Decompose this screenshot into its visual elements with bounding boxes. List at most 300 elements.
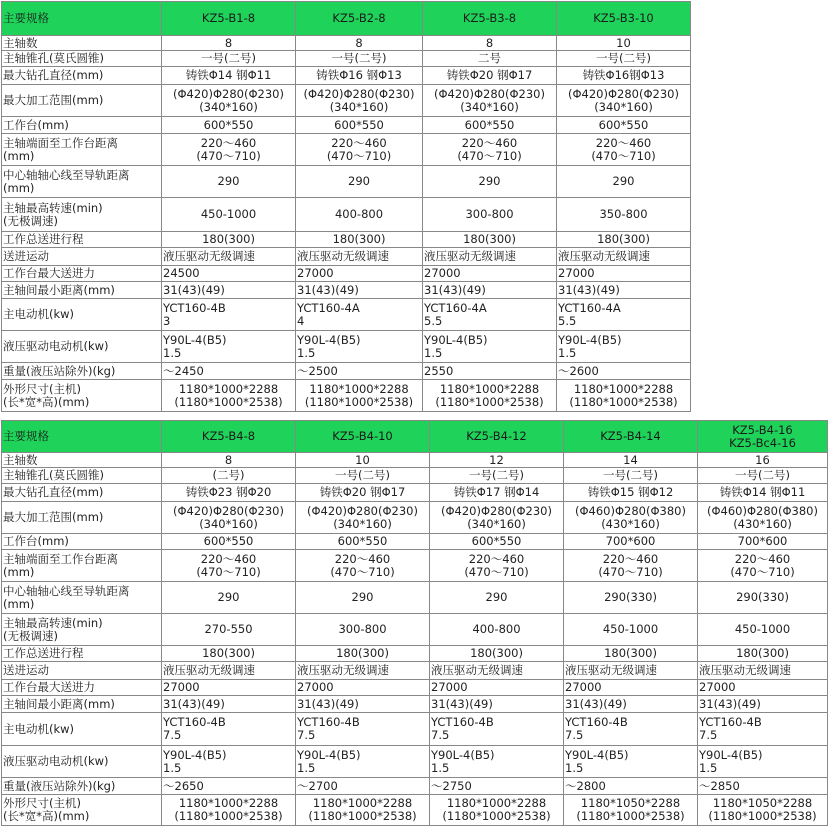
cell-line: 1.5 xyxy=(565,760,584,775)
spec-row-weight xyxy=(2,363,691,380)
value-cell xyxy=(162,331,296,363)
row-label xyxy=(2,614,162,646)
value-cell xyxy=(296,550,430,582)
value-cell: 27000 xyxy=(698,680,828,696)
spec-row-drill xyxy=(2,484,828,502)
cell-line: 中心轴轴心线至导轨距离 xyxy=(3,583,130,598)
value-cell: 600*550 xyxy=(296,117,423,134)
cell-line: 1180*1050*2288 xyxy=(712,796,813,810)
value-cell: 180(300) xyxy=(698,646,828,662)
value-cell xyxy=(423,85,557,117)
value-cell: 12 xyxy=(430,453,564,468)
cell-line: 4 xyxy=(297,313,305,328)
cell-line: 1180*1050*2288 xyxy=(580,796,681,810)
model-header: KZ5-B3-10 xyxy=(557,2,691,36)
value-cell: 液压驱动无级调速 xyxy=(698,662,828,680)
value-cell: 600*550 xyxy=(162,117,296,134)
header-row xyxy=(2,421,828,453)
cell-line: 1180*1000*2288 xyxy=(446,796,547,810)
cell-line: 7.5 xyxy=(163,728,182,742)
value-cell: 600*550 xyxy=(296,534,430,550)
cell-line: 220～460 xyxy=(461,135,518,150)
value-cell: 290 xyxy=(430,582,564,614)
model-header: KZ5-B2-8 xyxy=(296,2,423,36)
row-label: 工作总送进行程 xyxy=(2,646,162,662)
row-label: 最大加工范围(mm) xyxy=(2,85,162,117)
cell-line: 主轴端面至工作台距离 xyxy=(3,551,118,566)
row-label: 重量(液压站除外)(kg) xyxy=(2,778,162,795)
value-cell: 450-1000 xyxy=(698,614,828,646)
cell-line: 7.5 xyxy=(699,728,718,742)
cell-line: (1180*1000*2538) xyxy=(708,809,817,823)
spec-row-size xyxy=(2,380,691,412)
spec-row-spindles xyxy=(2,36,691,51)
cell-line: 1180*1000*2288 xyxy=(312,796,413,810)
value-cell: ～2650 xyxy=(162,778,296,795)
cell-line: (长*宽*高)(mm) xyxy=(3,809,90,823)
value-cell: (二号) xyxy=(162,468,296,484)
value-cell: 31(43)(49) xyxy=(564,696,698,713)
value-cell: 400-800 xyxy=(296,198,423,232)
cell-line: 7.5 xyxy=(565,728,584,742)
value-cell: 600*550 xyxy=(557,117,691,134)
cell-line: (1180*1000*2538) xyxy=(304,394,414,409)
value-cell: 一号(二号) xyxy=(564,468,698,484)
spec-row-center-dist xyxy=(2,582,828,614)
row-label: 主电动机(kw) xyxy=(2,299,162,331)
cell-line: (340*160) xyxy=(199,99,258,114)
value-cell: 300-800 xyxy=(423,198,557,232)
cell-line: (1180*1000*2538) xyxy=(569,394,678,409)
value-cell xyxy=(296,134,423,166)
value-cell: 290 xyxy=(557,166,691,198)
row-label xyxy=(2,582,162,614)
value-cell: 铸铁Φ17 钢Φ14 xyxy=(430,484,564,502)
value-cell: 液压驱动无级调速 xyxy=(162,662,296,680)
value-cell xyxy=(162,85,296,117)
spec-row-stroke xyxy=(2,646,828,662)
value-cell xyxy=(423,134,557,166)
cell-line: YCT160-4A xyxy=(297,300,360,315)
value-cell xyxy=(564,795,698,826)
cell-line: 1.5 xyxy=(297,345,316,360)
value-cell xyxy=(698,713,828,746)
value-cell xyxy=(557,299,691,331)
cell-line: (340*160) xyxy=(594,99,653,114)
spec-row-end-dist xyxy=(2,134,691,166)
value-cell xyxy=(296,380,423,412)
cell-line: (470～710) xyxy=(730,564,795,579)
cell-line: (mm) xyxy=(3,564,35,579)
value-cell xyxy=(296,746,430,778)
value-cell xyxy=(430,550,564,582)
cell-line: (470～710) xyxy=(326,148,392,163)
cell-line: (无极调速) xyxy=(3,628,58,643)
value-cell xyxy=(698,550,828,582)
row-label: 送进运动 xyxy=(2,248,162,266)
row-label xyxy=(2,198,162,232)
value-cell xyxy=(698,795,828,826)
value-cell: 一号(二号) xyxy=(162,51,296,67)
value-cell: 二号 xyxy=(423,51,557,67)
cell-line: (1180*1000*2538) xyxy=(576,809,685,823)
value-cell: ～2450 xyxy=(162,363,296,380)
spec-row-drill xyxy=(2,67,691,85)
value-cell xyxy=(162,299,296,331)
cell-line: (340*160) xyxy=(460,99,519,114)
value-cell xyxy=(557,134,691,166)
spec-row-spindles xyxy=(2,453,828,468)
cell-line: 220～460 xyxy=(200,135,257,150)
cell-line: Y90L-4(B5) xyxy=(699,747,763,762)
row-label: 工作台(mm) xyxy=(2,117,162,134)
cell-line: (430*160) xyxy=(601,516,660,531)
row-label: 主轴锥孔(莫氏圆锥) xyxy=(2,51,162,67)
value-cell: 31(43)(49) xyxy=(162,282,296,299)
cell-line: (470～710) xyxy=(196,564,261,579)
spec-row-speed xyxy=(2,614,828,646)
cell-line: KZ5-B4-16 xyxy=(732,422,793,437)
value-cell: ～2800 xyxy=(564,778,698,795)
value-cell: 铸铁Φ20 钢Φ17 xyxy=(423,67,557,85)
cell-line: 1.5 xyxy=(424,345,443,360)
row-label: 最大钻孔直径(mm) xyxy=(2,67,162,85)
cell-line: (470～710) xyxy=(464,564,529,579)
cell-line: 1.5 xyxy=(163,760,182,775)
cell-line: (470～710) xyxy=(330,564,395,579)
cell-line: 220～460 xyxy=(331,135,387,150)
value-cell: 27000 xyxy=(296,266,423,282)
cell-line: Y90L-4(B5) xyxy=(424,332,488,347)
cell-line: (Φ420)Φ280(Φ230) xyxy=(307,503,418,518)
row-label xyxy=(2,550,162,582)
value-cell: 一号(二号) xyxy=(296,468,430,484)
cell-line: (1180*1000*2538) xyxy=(308,809,417,823)
value-cell: 290(330) xyxy=(564,582,698,614)
value-cell: 600*550 xyxy=(423,117,557,134)
cell-line: 1180*1000*2288 xyxy=(439,381,540,396)
row-label: 重量(液压站除外)(kg) xyxy=(2,363,162,380)
row-label: 工作台(mm) xyxy=(2,534,162,550)
row-label: 最大加工范围(mm) xyxy=(2,502,162,534)
cell-line: 1.5 xyxy=(163,345,182,360)
cell-line: 外形尺寸(主机) xyxy=(3,381,81,396)
value-cell: 290 xyxy=(423,166,557,198)
value-cell: 液压驱动无级调速 xyxy=(430,662,564,680)
row-label: 液压驱动电动机(kw) xyxy=(2,746,162,778)
value-cell: 180(300) xyxy=(162,232,296,248)
cell-line: 220～460 xyxy=(468,551,525,566)
value-cell xyxy=(296,299,423,331)
cell-line: 主轴端面至工作台距离 xyxy=(3,135,118,150)
value-cell: 27000 xyxy=(423,266,557,282)
model-header: KZ5-B4-8 xyxy=(162,421,296,453)
value-cell xyxy=(423,380,557,412)
cell-line: YCT160-4A xyxy=(558,300,621,315)
cell-line: (Φ420)Φ280(Φ230) xyxy=(173,503,284,518)
cell-line: (1180*1000*2538) xyxy=(442,809,551,823)
value-cell: 700*600 xyxy=(698,534,828,550)
value-cell: 铸铁Φ23 钢Φ20 xyxy=(162,484,296,502)
cell-line: 220～460 xyxy=(334,551,391,566)
value-cell: 27000 xyxy=(296,680,430,696)
value-cell: 一号(二号) xyxy=(296,51,423,67)
row-label xyxy=(2,795,162,826)
value-cell xyxy=(430,746,564,778)
cell-line: 1180*1000*2288 xyxy=(309,381,409,396)
value-cell xyxy=(564,502,698,534)
value-cell xyxy=(564,713,698,746)
row-label: 最大钻孔直径(mm) xyxy=(2,484,162,502)
value-cell: 8 xyxy=(162,36,296,51)
value-cell: 31(43)(49) xyxy=(296,696,430,713)
cell-line: (470～710) xyxy=(598,564,663,579)
value-cell: 铸铁Φ16钢Φ13 xyxy=(557,67,691,85)
cell-line: 1180*1000*2288 xyxy=(178,381,279,396)
model-header: KZ5-B4-10 xyxy=(296,421,430,453)
cell-line: (mm) xyxy=(3,596,35,611)
value-cell: ～2500 xyxy=(296,363,423,380)
spec-row-min-gap xyxy=(2,696,828,713)
value-cell: 31(43)(49) xyxy=(430,696,564,713)
cell-line: Y90L-4(B5) xyxy=(163,332,227,347)
cell-line: 1180*1000*2288 xyxy=(573,381,674,396)
row-label: 主轴数 xyxy=(2,36,162,51)
value-cell xyxy=(296,502,430,534)
value-cell: 14 xyxy=(564,453,698,468)
model-header: KZ5-B4-14 xyxy=(564,421,698,453)
value-cell: 290 xyxy=(296,166,423,198)
spec-row-weight xyxy=(2,778,828,795)
cell-line: (长*宽*高)(mm) xyxy=(3,394,90,409)
value-cell: 一号(二号) xyxy=(430,468,564,484)
row-label: 工作台最大送进力 xyxy=(2,266,162,282)
value-cell xyxy=(296,713,430,746)
row-label: 液压驱动电动机(kw) xyxy=(2,331,162,363)
spec-row-taper xyxy=(2,468,828,484)
value-cell: ～2750 xyxy=(430,778,564,795)
value-cell: 液压驱动无级调速 xyxy=(162,248,296,266)
cell-line: (Φ420)Φ280(Φ230) xyxy=(303,86,415,101)
cell-line: 7.5 xyxy=(297,728,316,742)
cell-line: (Φ420)Φ280(Φ230) xyxy=(434,86,545,101)
value-cell: 270-550 xyxy=(162,614,296,646)
spec-table-2 xyxy=(1,420,828,826)
cell-line: YCT160-4B xyxy=(163,715,226,729)
cell-line: (Φ420)Φ280(Φ230) xyxy=(441,503,552,518)
spec-row-end-dist xyxy=(2,550,828,582)
cell-line: 1.5 xyxy=(699,760,718,775)
spec-row-max-feed xyxy=(2,680,828,696)
value-cell: 27000 xyxy=(564,680,698,696)
value-cell: 180(300) xyxy=(296,232,423,248)
spec-row-speed xyxy=(2,198,691,232)
value-cell: 180(300) xyxy=(564,646,698,662)
value-cell: 2550 xyxy=(423,363,557,380)
value-cell: 10 xyxy=(296,453,430,468)
cell-line: 外形尺寸(主机) xyxy=(3,796,81,810)
spec-row-hyd-motor xyxy=(2,331,691,363)
cell-line: 3 xyxy=(163,313,171,328)
cell-line: (430*160) xyxy=(733,516,792,531)
cell-line: (1180*1000*2538) xyxy=(174,809,283,823)
value-cell: 600*550 xyxy=(430,534,564,550)
value-cell: 180(300) xyxy=(557,232,691,248)
value-cell xyxy=(162,550,296,582)
value-cell: 铸铁Φ16 钢Φ13 xyxy=(296,67,423,85)
cell-line: (无极调速) xyxy=(3,213,58,228)
value-cell xyxy=(430,713,564,746)
spec-row-min-gap xyxy=(2,282,691,299)
value-cell xyxy=(296,331,423,363)
cell-line: YCT160-4B xyxy=(297,715,360,729)
value-cell xyxy=(162,795,296,826)
spec-row-hyd-motor xyxy=(2,746,828,778)
cell-line: YCT160-4B xyxy=(431,715,494,729)
value-cell xyxy=(162,380,296,412)
row-label: 主轴数 xyxy=(2,453,162,468)
row-label: 工作台最大送进力 xyxy=(2,680,162,696)
cell-line: KZ5-Bc4-16 xyxy=(729,435,796,450)
value-cell: 10 xyxy=(557,36,691,51)
row-label xyxy=(2,134,162,166)
value-cell: 液压驱动无级调速 xyxy=(423,248,557,266)
cell-line: 主轴最高转速(min) xyxy=(3,615,103,630)
value-cell: 290 xyxy=(162,582,296,614)
spec-row-motor xyxy=(2,299,691,331)
value-cell xyxy=(296,85,423,117)
value-cell: 450-1000 xyxy=(564,614,698,646)
cell-line: (Φ460)Φ280(Φ380) xyxy=(575,503,686,518)
spec-row-range xyxy=(2,502,828,534)
value-cell: 27000 xyxy=(430,680,564,696)
cell-line: (470～710) xyxy=(591,148,656,163)
value-cell xyxy=(564,746,698,778)
value-cell xyxy=(162,713,296,746)
value-cell: 290 xyxy=(296,582,430,614)
row-label: 工作总送进行程 xyxy=(2,232,162,248)
cell-line: (mm) xyxy=(3,180,35,195)
cell-line: 220～460 xyxy=(200,551,257,566)
row-label: 主电动机(kw) xyxy=(2,713,162,746)
value-cell: 180(300) xyxy=(423,232,557,248)
value-cell: 液压驱动无级调速 xyxy=(557,248,691,266)
spec-row-motor xyxy=(2,713,828,746)
cell-line: (340*160) xyxy=(329,99,389,114)
cell-line: 中心轴轴心线至导轨距离 xyxy=(3,167,130,182)
value-cell xyxy=(698,746,828,778)
value-cell: 290(330) xyxy=(698,582,828,614)
spec-row-feed xyxy=(2,248,691,266)
cell-line: 7.5 xyxy=(431,728,450,742)
value-cell: 27000 xyxy=(162,680,296,696)
cell-line: YCT160-4A xyxy=(424,300,487,315)
spec-row-table xyxy=(2,534,828,550)
value-cell: 31(43)(49) xyxy=(423,282,557,299)
row-label: 主轴间最小距离(mm) xyxy=(2,282,162,299)
model-header xyxy=(698,421,828,453)
value-cell: 8 xyxy=(296,36,423,51)
value-cell: ～2600 xyxy=(557,363,691,380)
value-cell: 300-800 xyxy=(296,614,430,646)
cell-line: Y90L-4(B5) xyxy=(297,747,361,762)
cell-line: (1180*1000*2538) xyxy=(174,394,283,409)
cell-line: (340*160) xyxy=(199,516,258,531)
value-cell: 31(43)(49) xyxy=(698,696,828,713)
value-cell xyxy=(296,795,430,826)
cell-line: (470～710) xyxy=(196,148,261,163)
cell-line: (340*160) xyxy=(467,516,526,531)
row-label xyxy=(2,380,162,412)
value-cell: 液压驱动无级调速 xyxy=(296,248,423,266)
cell-line: (mm) xyxy=(3,148,35,163)
value-cell xyxy=(430,502,564,534)
value-cell: 8 xyxy=(162,453,296,468)
spec-table-1 xyxy=(1,1,691,412)
cell-line: (Φ420)Φ280(Φ230) xyxy=(173,86,284,101)
value-cell: 350-800 xyxy=(557,198,691,232)
value-cell xyxy=(162,746,296,778)
spec-row-range xyxy=(2,85,691,117)
cell-line: 1.5 xyxy=(558,345,577,360)
row-label: 主轴间最小距离(mm) xyxy=(2,696,162,713)
value-cell: 铸铁Φ14 钢Φ11 xyxy=(698,484,828,502)
cell-line: YCT160-4B xyxy=(565,715,628,729)
value-cell xyxy=(423,299,557,331)
cell-line: Y90L-4(B5) xyxy=(565,747,629,762)
value-cell xyxy=(557,331,691,363)
row-label: 送进运动 xyxy=(2,662,162,680)
value-cell: 450-1000 xyxy=(162,198,296,232)
value-cell: 一号(二号) xyxy=(698,468,828,484)
header-row xyxy=(2,2,691,36)
spec-row-table xyxy=(2,117,691,134)
value-cell: 铸铁Φ15 钢Φ12 xyxy=(564,484,698,502)
value-cell: 31(43)(49) xyxy=(557,282,691,299)
spec-row-feed xyxy=(2,662,828,680)
value-cell: ～2700 xyxy=(296,778,430,795)
value-cell xyxy=(430,795,564,826)
value-cell: 31(43)(49) xyxy=(296,282,423,299)
value-cell: 24500 xyxy=(162,266,296,282)
spec-row-max-feed xyxy=(2,266,691,282)
value-cell xyxy=(162,134,296,166)
value-cell: 180(300) xyxy=(296,646,430,662)
spec-header-label: 主要规格 xyxy=(2,2,162,36)
value-cell xyxy=(564,550,698,582)
cell-line: YCT160-4B xyxy=(163,300,226,315)
cell-line: (340*160) xyxy=(333,516,392,531)
spec-row-stroke xyxy=(2,232,691,248)
cell-line: 220～460 xyxy=(734,551,791,566)
cell-line: 5.5 xyxy=(424,313,443,328)
value-cell: 铸铁Φ14 钢Φ11 xyxy=(162,67,296,85)
value-cell: 液压驱动无级调速 xyxy=(564,662,698,680)
cell-line: 5.5 xyxy=(558,313,577,328)
value-cell: 27000 xyxy=(557,266,691,282)
cell-line: 主轴最高转速(min) xyxy=(3,200,103,215)
value-cell: 180(300) xyxy=(162,646,296,662)
value-cell: 700*600 xyxy=(564,534,698,550)
row-label xyxy=(2,166,162,198)
value-cell: 600*550 xyxy=(162,534,296,550)
value-cell: 8 xyxy=(423,36,557,51)
cell-line: 1.5 xyxy=(297,760,316,775)
model-header: KZ5-B1-8 xyxy=(162,2,296,36)
value-cell xyxy=(423,331,557,363)
cell-line: Y90L-4(B5) xyxy=(558,332,622,347)
cell-line: 220～460 xyxy=(602,551,659,566)
